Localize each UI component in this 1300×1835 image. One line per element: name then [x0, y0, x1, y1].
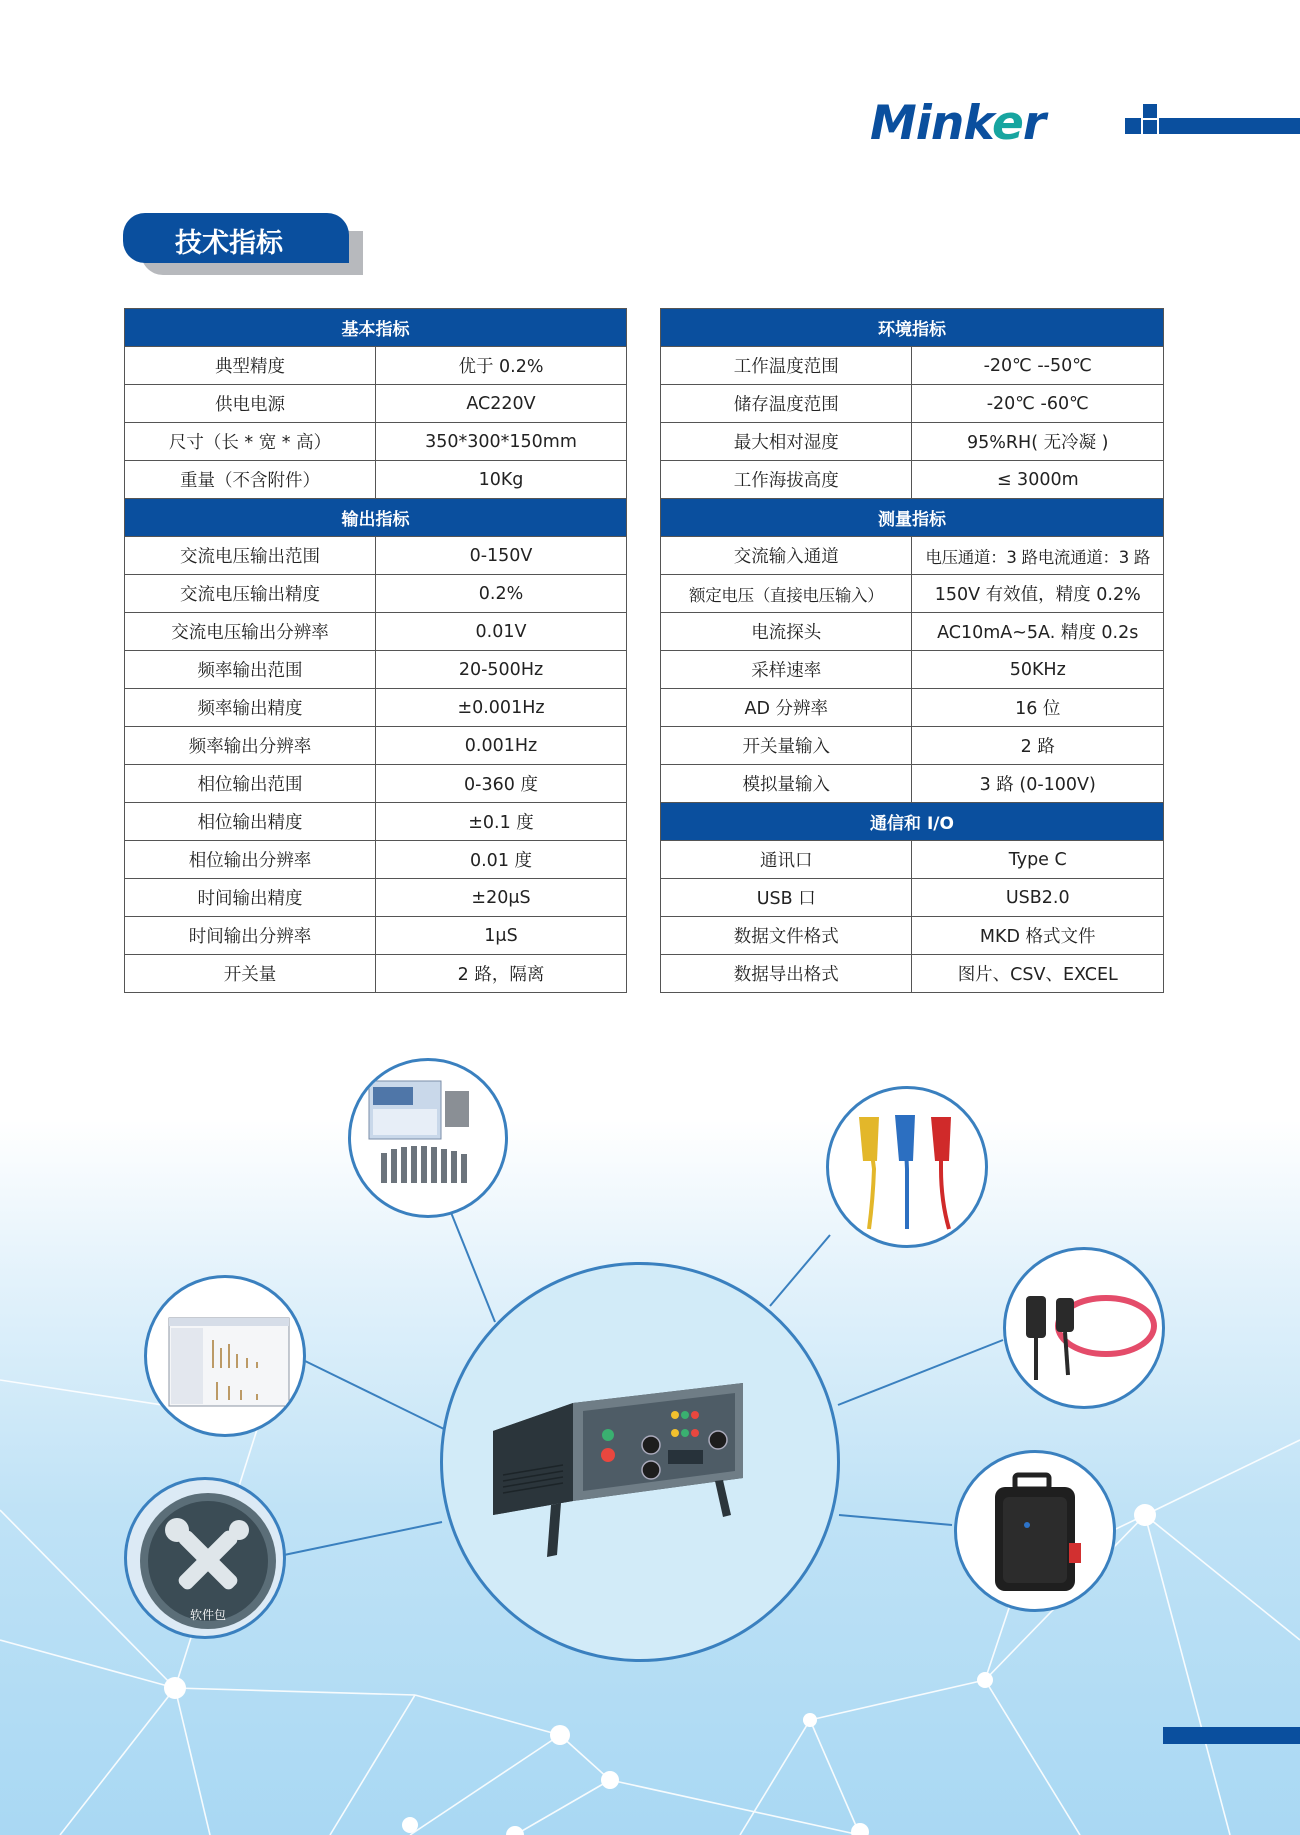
table-row	[661, 727, 1164, 765]
table-row	[125, 385, 627, 423]
spec-value: 0-360 度	[376, 765, 627, 803]
table-row	[661, 347, 1164, 385]
table-row	[661, 461, 1164, 499]
spec-label: 工作海拔高度	[661, 461, 912, 499]
spec-label: 交流电压输出分辨率	[125, 613, 376, 651]
spec-value: ±0.1 度	[376, 803, 627, 841]
table-row	[661, 385, 1164, 423]
spec-label: 时间输出精度	[125, 879, 376, 917]
table-row	[661, 765, 1164, 803]
spec-value: 0.01 度	[376, 841, 627, 879]
spec-value: 0-150V	[376, 537, 627, 575]
spec-value: 95%RH( 无冷凝 )	[912, 423, 1164, 461]
spec-label: 模拟量输入	[661, 765, 912, 803]
spec-value: USB2.0	[912, 879, 1164, 917]
section-header-tab	[123, 213, 349, 263]
section-title: 技术指标	[175, 228, 283, 259]
spec-value: 10Kg	[376, 461, 627, 499]
brand-logo-text: Minker	[870, 96, 1046, 151]
spec-value: 优于 0.2%	[376, 347, 627, 385]
spec-value: 0.2%	[376, 575, 627, 613]
spec-value: ±0.001Hz	[376, 689, 627, 727]
spec-value: -20℃ -60℃	[912, 385, 1164, 423]
table-row	[661, 917, 1164, 955]
table-row	[125, 613, 627, 651]
spec-value: 2 路，隔离	[376, 955, 627, 993]
spec-label: 最大相对湿度	[661, 423, 912, 461]
table-row	[661, 651, 1164, 689]
table-row	[125, 803, 627, 841]
table-row	[125, 879, 627, 917]
spec-label: 重量（不含附件）	[125, 461, 376, 499]
spec-label: 数据导出格式	[661, 955, 912, 993]
group-header-measurement: 测量指标	[661, 499, 1164, 537]
spec-label: 电流探头	[661, 613, 912, 651]
main-device-circle	[440, 1262, 840, 1662]
spec-value: Type C	[912, 841, 1164, 879]
spec-value: 16 位	[912, 689, 1164, 727]
spec-label: 相位输出范围	[125, 765, 376, 803]
table-row	[661, 613, 1164, 651]
group-header-basic: 基本指标	[125, 309, 627, 347]
spec-label: 开关量输入	[661, 727, 912, 765]
test-leads-circle	[826, 1086, 988, 1248]
software-label: 软件包	[189, 1608, 226, 1622]
spec-value: 50KHz	[912, 651, 1164, 689]
waveform-software-circle	[144, 1275, 306, 1437]
spec-label: 交流输入通道	[661, 537, 912, 575]
table-row	[125, 423, 627, 461]
spec-value: -20℃ --50℃	[912, 347, 1164, 385]
spec-label: 频率输出分辨率	[125, 727, 376, 765]
table-row	[661, 955, 1164, 993]
section-header	[123, 213, 363, 277]
screenshot-terminal-image	[351, 1061, 508, 1218]
spec-value: AC10mA~5A. 精度 0.2s	[912, 613, 1164, 651]
current-clamp-circle	[1003, 1247, 1165, 1409]
spec-value: AC220V	[376, 385, 627, 423]
carry-case-image	[957, 1453, 1116, 1612]
table-row	[125, 727, 627, 765]
spec-label: 相位输出精度	[125, 803, 376, 841]
test-leads-image	[829, 1089, 988, 1248]
table-row	[125, 651, 627, 689]
spec-label: 尺寸（长 * 宽 * 高）	[125, 423, 376, 461]
table-row	[125, 955, 627, 993]
spec-label: 开关量	[125, 955, 376, 993]
spec-label: 交流电压输出范围	[125, 537, 376, 575]
spec-label: 供电电源	[125, 385, 376, 423]
spec-value: 电压通道：3 路电流通道：3 路	[912, 537, 1164, 575]
table-row	[125, 347, 627, 385]
spec-value: 2 路	[912, 727, 1164, 765]
spec-value: 3 路 (0-100V)	[912, 765, 1164, 803]
table-row	[661, 879, 1164, 917]
group-header-environment: 环境指标	[661, 309, 1164, 347]
table-row	[125, 575, 627, 613]
spec-label: 频率输出范围	[125, 651, 376, 689]
spec-label: 储存温度范围	[661, 385, 912, 423]
spec-value: 350*300*150mm	[376, 423, 627, 461]
spec-label: AD 分辨率	[661, 689, 912, 727]
spec-value: 0.001Hz	[376, 727, 627, 765]
spec-value: MKD 格式文件	[912, 917, 1164, 955]
main-device-image	[443, 1265, 840, 1662]
spec-label: 额定电压（直接电压输入）	[661, 575, 912, 613]
spec-label: 通讯口	[661, 841, 912, 879]
spec-table-left	[124, 308, 627, 993]
table-row	[125, 689, 627, 727]
table-row	[661, 575, 1164, 613]
software-tools-circle	[124, 1477, 286, 1639]
spec-label: 频率输出精度	[125, 689, 376, 727]
spec-label: 数据文件格式	[661, 917, 912, 955]
waveform-software-image	[147, 1278, 306, 1437]
spec-value: 图片、CSV、EXCEL	[912, 955, 1164, 993]
table-row	[661, 537, 1164, 575]
terminal-screenshot-circle	[348, 1058, 508, 1218]
spec-value: 0.01V	[376, 613, 627, 651]
spec-value: 1μS	[376, 917, 627, 955]
spec-value: ±20μS	[376, 879, 627, 917]
spec-label: 工作温度范围	[661, 347, 912, 385]
carry-case-circle	[954, 1450, 1116, 1612]
table-row	[661, 423, 1164, 461]
spec-value: 20-500Hz	[376, 651, 627, 689]
current-clamp-image	[1006, 1250, 1165, 1409]
table-row	[661, 689, 1164, 727]
spec-label: 采样速率	[661, 651, 912, 689]
spec-label: USB 口	[661, 879, 912, 917]
brand-logo	[870, 96, 1300, 151]
group-header-communication: 通信和 I/O	[661, 803, 1164, 841]
spec-label: 典型精度	[125, 347, 376, 385]
group-header-output: 输出指标	[125, 499, 627, 537]
spec-label: 相位输出分辨率	[125, 841, 376, 879]
spec-value: ≤ 3000m	[912, 461, 1164, 499]
table-row	[125, 917, 627, 955]
spec-value: 150V 有效值，精度 0.2%	[912, 575, 1164, 613]
spec-label: 交流电压输出精度	[125, 575, 376, 613]
table-row	[125, 841, 627, 879]
spec-label: 时间输出分辨率	[125, 917, 376, 955]
table-row	[125, 537, 627, 575]
table-row	[125, 461, 627, 499]
table-row	[661, 841, 1164, 879]
brand-logo-mark	[1125, 104, 1300, 140]
spec-table-right	[660, 308, 1164, 993]
table-row	[125, 765, 627, 803]
